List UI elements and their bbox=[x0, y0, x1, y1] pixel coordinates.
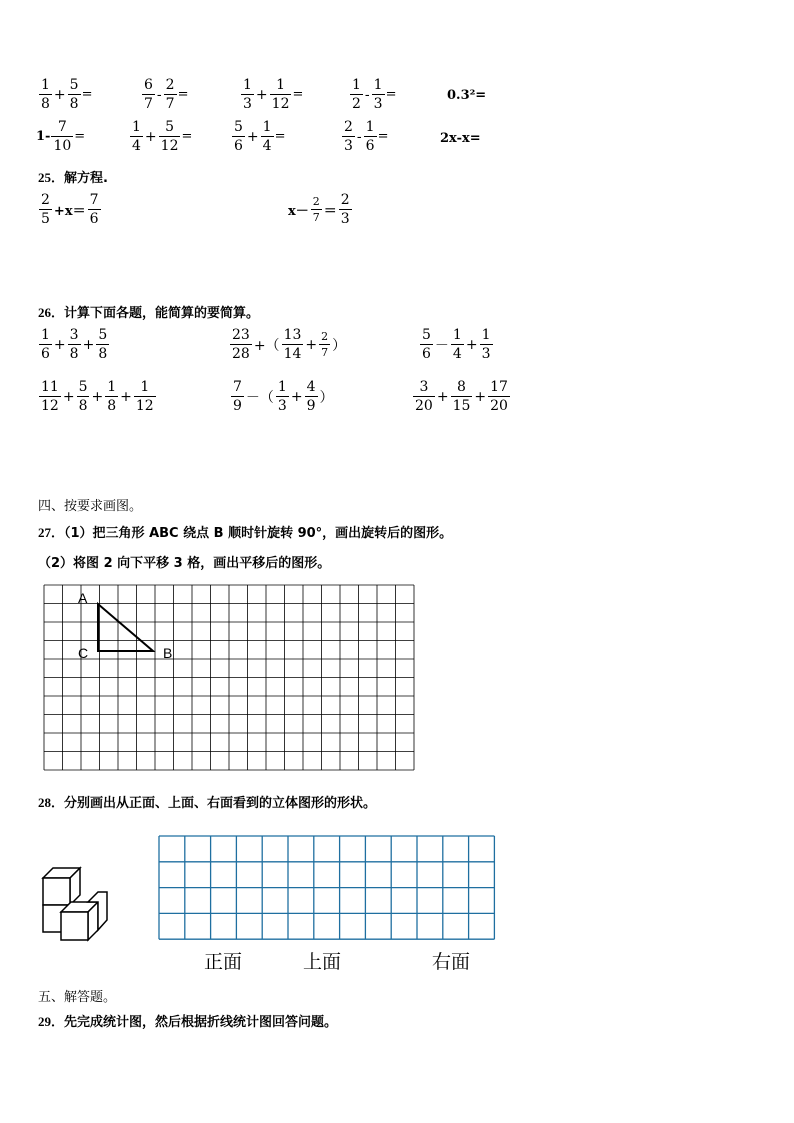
fraction: $\frac{5}{8}$ bbox=[69, 77, 79, 112]
calc-expr-2: $\frac{23}{28}$ +（ $\frac{13}{14}$ + $\frac{2}{7}$ ） bbox=[232, 327, 347, 362]
question-27-line2: （2）将图 2 向下平移 3 格，画出平移后的图形。 bbox=[38, 556, 331, 571]
vertex-label-b: B bbox=[163, 645, 173, 661]
equals-sign: = bbox=[81, 87, 93, 102]
calc-expr-5: $\frac{7}{9}$ －（ $\frac{1}{3}$ + $\frac{4}{9}$ ） bbox=[233, 379, 334, 414]
calc-expr-3: $\frac{5}{6}$ － $\frac{1}{4}$ + $\frac{1}{3}$ bbox=[422, 327, 491, 362]
view-label-right: 右面 bbox=[432, 951, 471, 973]
view-label-top: 上面 bbox=[303, 951, 342, 973]
calc-expr-4: $\frac{11}{12}$ + $\frac{5}{8}$ + $\frac{1}{8}$ + $\frac{1}{12}$ bbox=[41, 379, 154, 414]
triangle-abc bbox=[98, 604, 153, 651]
oral-item-8: $\frac{5}{6}$ + $\frac{1}{4}$ = bbox=[234, 119, 286, 154]
oral-item-7: $\frac{1}{4}$ + $\frac{5}{12}$ = bbox=[132, 119, 193, 154]
calc-expr-1: $\frac{1}{6}$ + $\frac{3}{8}$ + $\frac{5}{8}$ bbox=[41, 327, 108, 362]
section-4-heading: 四、按要求画图。 bbox=[38, 499, 143, 514]
oral-item-4: $\frac{1}{2}$ - $\frac{1}{3}$ = bbox=[352, 77, 397, 112]
vertex-label-c: C bbox=[78, 645, 89, 661]
oral-item-6: 1- $\frac{7}{10}$ = bbox=[36, 119, 86, 154]
vertex-label-a: A bbox=[78, 590, 88, 606]
fraction: $\frac{1}{8}$ bbox=[41, 77, 50, 112]
equation-1: $\frac{2}{5}$ +x＝ $\frac{7}{6}$ bbox=[41, 192, 99, 227]
question-29-title: 29．先完成统计图，然后根据折线统计图回答问题。 bbox=[38, 1014, 338, 1030]
view-label-front: 正面 bbox=[204, 951, 243, 973]
operator: + bbox=[53, 86, 66, 103]
question-27-line1: 27．（1）把三角形 ABC 绕点 B 顺时针旋转 90°，画出旋转后的图形。 bbox=[38, 525, 453, 541]
calc-expr-6: $\frac{3}{20}$ + $\frac{8}{15}$ + $\frac{17}{20}$ bbox=[415, 379, 508, 414]
cube-stack-figure bbox=[43, 868, 107, 940]
section-5-heading: 五、解答题。 bbox=[38, 990, 117, 1005]
views-grid bbox=[159, 836, 494, 939]
oral-item-9: $\frac{2}{3}$ - $\frac{1}{6}$ = bbox=[344, 119, 389, 154]
oral-item-3: $\frac{1}{3}$ + $\frac{1}{12}$ = bbox=[243, 77, 304, 112]
oral-item-2: $\frac{6}{7}$ - $\frac{2}{7}$ = bbox=[144, 77, 189, 112]
oral-item-10: 2x-x= bbox=[440, 131, 481, 146]
question-25-title: 25．解方程. bbox=[38, 170, 108, 186]
rotation-grid bbox=[44, 585, 414, 770]
oral-item-5: 0.3²= bbox=[447, 88, 487, 103]
question-28-title: 28．分别画出从正面、上面、右面看到的立体图形的形状。 bbox=[38, 795, 377, 811]
equation-2: x－ $\frac{2}{7}$ ＝ $\frac{2}{3}$ bbox=[288, 192, 350, 227]
question-26-title: 26．计算下面各题，能简算的要简算。 bbox=[38, 305, 260, 321]
